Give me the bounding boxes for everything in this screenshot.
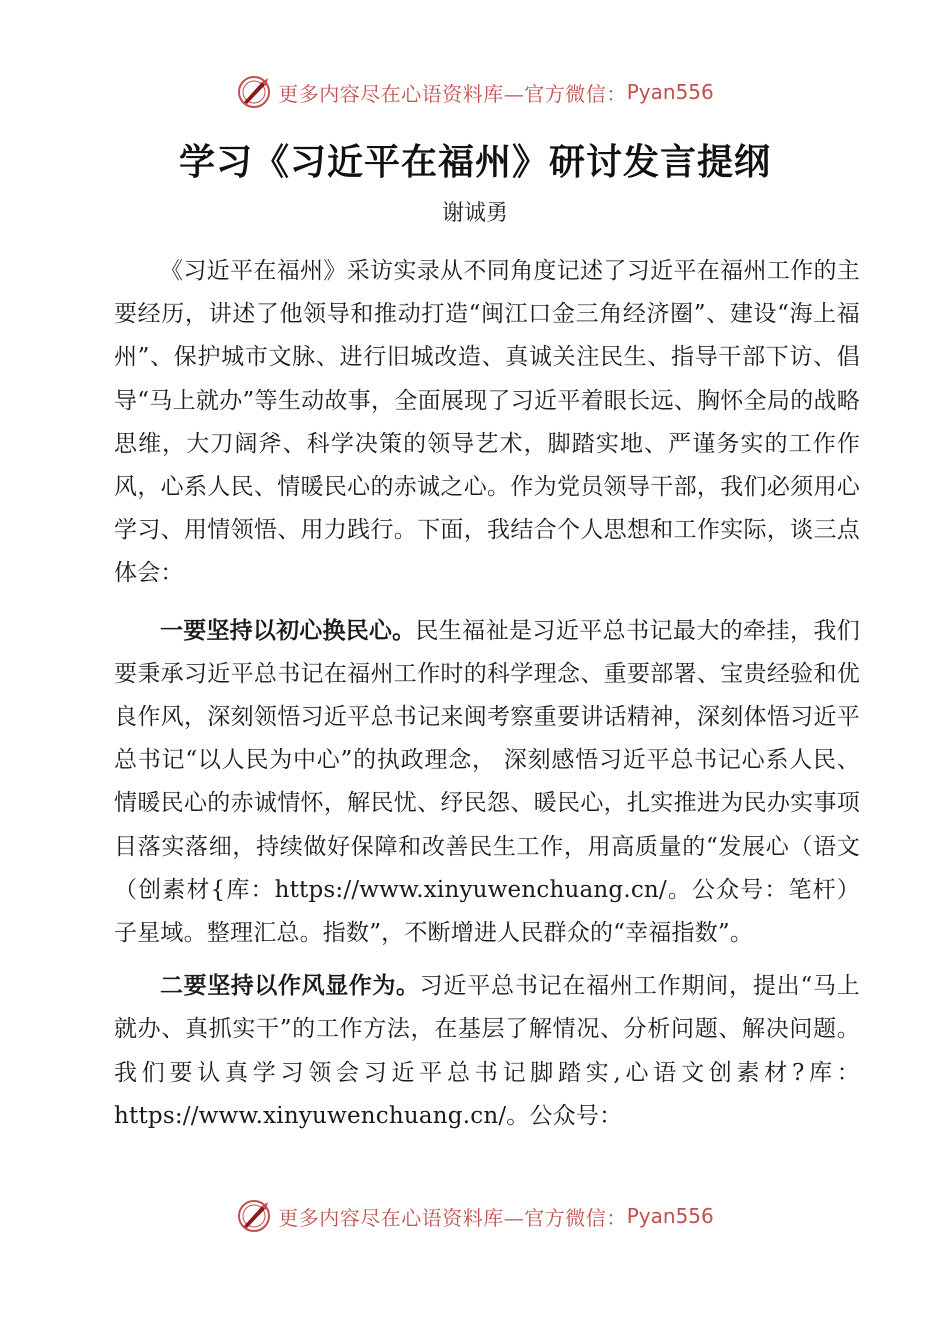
- document-author: 谢诚勇: [441, 201, 508, 226]
- footer-banner: [0, 1194, 950, 1238]
- point-two-paragraph: [114, 965, 860, 1138]
- point-two-text: 习近平总书记在福州工作期间，提出“马上就办、真抓实干”的工作方法，在基层了解情况、分析问题、解决问题。我们要认真学习领会习近平总书记脚踏实,心语文创素材?库：https://www.xinyuwenchuang.cn/。公众号：: [114, 973, 861, 1129]
- point-one-paragraph: [114, 610, 860, 956]
- header-banner: [0, 70, 950, 114]
- banner-wechat-id: Pyan556: [626, 80, 714, 104]
- document-body: [114, 250, 860, 1138]
- banner-text: 更多内容尽在心语资料库—官方微信：: [278, 1205, 627, 1230]
- point-one-text: 民生福祉是习近平总书记最大的牵挂，我们要秉承习近平总书记在福州工作时的科学理念、重要部署、宝贵经验和优良作风，深刻领悟习近平总书记来闽考察重要讲话精神，深刻体悟习近平总书记“以人民为中心”的执政理念， 深刻感悟习近平总书记心系人民、情暖民心的赤诚情怀，解民忧、纾民怨、暖民心，扎实推进为民办实事项目落实落细，持续做好保障和改善民生工作，用高质量的“发展心（语文（创素材{库：https://www.xinyuwenchuang.cn/。公众号：笔杆）子星域。整理汇总。指数”，不断增进人民群众的“幸福指数”。: [114, 617, 860, 947]
- quill-seal-icon: [236, 74, 272, 110]
- document-title: 学习《习近平在福州》研讨发言提纲: [178, 141, 771, 183]
- banner-wechat-id: Pyan556: [626, 1204, 714, 1228]
- intro-paragraph: 《习近平在福州》采访实录从不同角度记述了习近平在福州工作的主要经历，讲述了他领导和推动打造“闽江口金三角经济圈”、建设“海上福州”、保护城市文脉、进行旧城改造、真诚关注民生、指导干部下访、倡导“马上就办”等生动故事，全面展现了习近平着眼长远、胸怀全局的战略思维，大刀阔斧、科学决策的领导艺术，脚踏实地、严谨务实的工作作风，心系人民、情暖民心的赤诚之心。作为党员领导干部，我们必须用心学习、用情领悟、用力践行。下面，我结合个人思想和工作实际，谈三点体会：: [114, 258, 860, 587]
- quill-seal-icon: [236, 1198, 272, 1234]
- point-one-heading: 一要坚持以初心换民心。: [160, 617, 416, 644]
- banner-text: 更多内容尽在心语资料库—官方微信：: [278, 81, 627, 106]
- point-two-heading: 二要坚持以作风显作为。: [160, 973, 420, 1000]
